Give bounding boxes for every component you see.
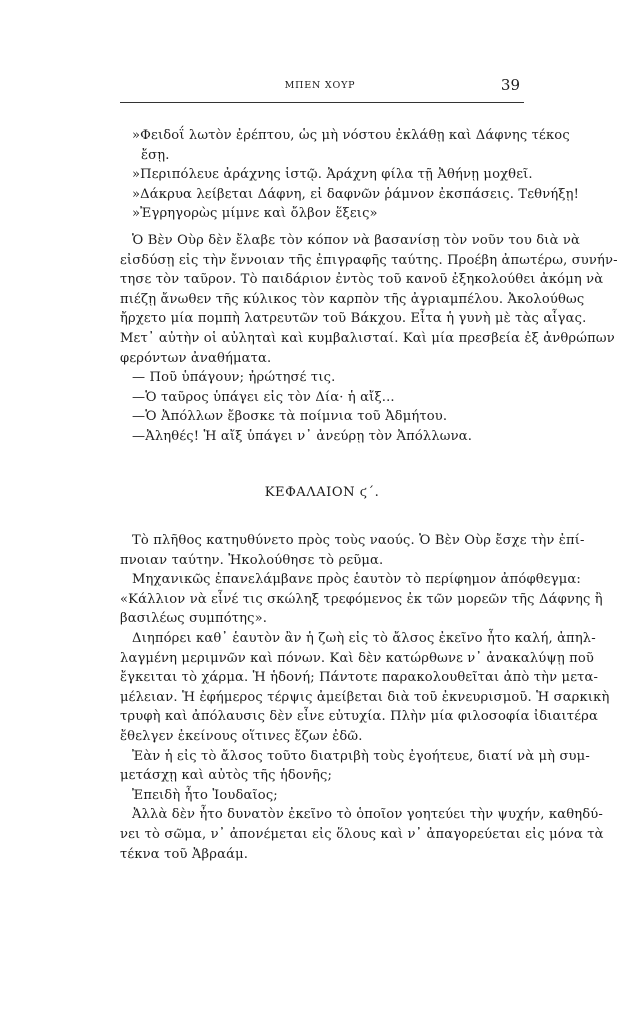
verse-block	[120, 126, 580, 224]
dialogue-line: —Ὁ Ἀπόλλων ἔβοσκε τὰ ποίμνια τοῦ Ἀδμήτου.	[132, 409, 448, 425]
text-line: τέκνα τοῦ Ἀβραάμ.	[120, 846, 249, 862]
paragraph	[120, 629, 610, 747]
text-line: φερόντων ἀναθήματα.	[120, 350, 272, 366]
dialogue-line: —Ἀληθές! Ἡ αἴξ ὑπάγει ν᾽ ἀνεύρῃ τὸν Ἀπόλλωνα.	[132, 428, 473, 444]
text-line: εἰσδύσῃ εἰς τὴν ἔννοιαν τῆς ἐπιγραφῆς ταύτης. Προέβη ἀπωτέρω, συνήν-	[120, 252, 618, 268]
text-line: Διηπόρει καθ᾽ ἑαυτὸν ἂν ἡ ζωὴ εἰς τὸ ἄλσος ἐκεῖνο ἦτο καλή, ἀπηλ-	[132, 631, 596, 647]
text-line: Ἀλλὰ δὲν ἦτο δυνατὸν ἐκεῖνο τὸ ὁποῖον γοητεύει τὴν ψυχήν, καθηδύ-	[132, 807, 603, 823]
paragraph	[120, 231, 618, 368]
running-title: ΜΠΕΝ ΧΟΥΡ	[284, 80, 356, 91]
verse-line: »Δάκρυα λείβεται Δάφνη, εἰ δαφνῶν ῥάμνον ἐκσπάσεις. Τεθνήξῃ!	[132, 186, 580, 202]
dialogue-line: —Ὁ ταῦρος ὑπάγει εἰς τὸν Δία· ἡ αἴξ...	[132, 389, 395, 405]
paragraph	[120, 531, 585, 570]
page-header	[120, 76, 520, 98]
text-line: Ὁ Βὲν Οὺρ δὲν ἔλαβε τὸν κόπον νὰ βασανίσῃ τὸν νοῦν του διὰ νὰ	[132, 232, 580, 248]
text-line: Ἐὰν ἡ εἰς τὸ ἄλσος τοῦτο διατριβὴ τοὺς ἐγοήτευε, διατί νὰ μὴ συμ-	[132, 748, 590, 764]
verse-line: »Περιπόλευε ἀράχνης ἱστῷ. Ἀράχνη φίλα τῇ Ἀθήνῃ μοχθεῖ.	[132, 167, 533, 183]
paragraph	[120, 570, 603, 629]
text-line: μέλειαν. Ἡ ἐφήμερος τέρψις ἀμείβεται διὰ τοῦ ἐκνευρισμοῦ. Ἡ σαρκικὴ	[120, 689, 610, 705]
text-line: τησε τὸν ταῦρον. Τὸ παιδάριον ἐντὸς τοῦ κανοῦ ἐξηκολούθει ἀκόμη νὰ	[120, 272, 604, 288]
verse-line: ἔσῃ.	[141, 147, 170, 163]
text-line: νει τὸ σῶμα, ν᾽ ἀπονέμεται εἰς ὅλους καὶ ν᾽ ἀπαγορεύεται εἰς μόνα τὰ	[120, 827, 604, 842]
paragraph	[120, 786, 524, 806]
text-line: πιέζῃ ἄνωθεν τῆς κύλικος τὸν καρπὸν τῆς ἀγριαμπέλου. Ἀκολούθως	[120, 291, 585, 307]
page-body	[120, 126, 618, 864]
text-line: πνοιαν ταύτην. Ἠκολούθησε τὸ ρεῦμα.	[120, 552, 384, 568]
text-line: Ἐπειδὴ ἦτο Ἰουδαῖος;	[132, 787, 278, 803]
text-line: λαγμένη μεριμνῶν καὶ πόνων. Καὶ δὲν κατώρθωνε ν᾽ ἀνακαλύψῃ ποῦ	[120, 650, 595, 666]
text-line: «Κάλλιον νὰ εἶνέ τις σκώληξ τρεφόμενος ἐκ τῶν μορεῶν τῆς Δάφνης ἢ	[120, 591, 603, 607]
text-line: βασιλέως συμπότης».	[120, 611, 268, 627]
text-line: ἔθελγεν ἐκείνους οἵτινες ἔζων ἐδῶ.	[120, 729, 363, 745]
verse-line: »Ἐγρηγορὼς μίμνε καὶ ὄλβον ἕξεις»	[132, 206, 378, 222]
paragraph	[120, 805, 604, 864]
text-line: μετάσχῃ καὶ αὐτὸς τῆς ἡδονῆς;	[120, 768, 333, 784]
verse-line: »Φειδοΐ λωτὸν ἐρέπτου, ὡς μὴ νόστου ἐκλάθῃ καὶ Δάφνης τέκος	[132, 128, 570, 143]
text-line: ἔγκειται τὸ χάρμα. Ἡ ἡδονή; Πάντοτε παρακολουθεῖται ἀπὸ τὴν μετα-	[120, 670, 599, 686]
text-line: τρυφὴ καὶ ἀπόλαυσις δὲν εἶνε εὐτυχία. Πλὴν μία φιλοσοφία ἰδιαιτέρα	[120, 709, 598, 725]
header-rule	[120, 102, 524, 103]
page-number: 39	[500, 76, 520, 94]
paragraph	[120, 747, 590, 786]
chapter-heading: ΚΕΦΑΛΑΙΟΝ ϛ΄.	[264, 484, 380, 500]
dialogue-block	[120, 368, 524, 446]
text-line: Μηχανικῶς ἐπανελάμβανε πρὸς ἑαυτὸν τὸ περίφημον ἀπόφθεγμα:	[132, 572, 581, 588]
text-line: Μετ᾽ αὐτὴν οἱ αὐληταὶ καὶ κυμβαλισταί. Καὶ μία πρεσβεία ἐξ ἀνθρώπων	[120, 330, 615, 346]
text-line: ἤρχετο μία πομπὴ λατρευτῶν τοῦ Βάκχου. Εἶτα ἡ γυνὴ μὲ τὰς αἶγας.	[120, 311, 587, 327]
text-line: Τὸ πλῆθος κατηυθύνετο πρὸς τοὺς ναούς. Ὁ Βὲν Οὺρ ἔσχε τὴν ἐπί-	[132, 533, 585, 549]
dialogue-line: — Ποῦ ὑπάγουν; ἠρώτησέ τις.	[132, 370, 336, 386]
